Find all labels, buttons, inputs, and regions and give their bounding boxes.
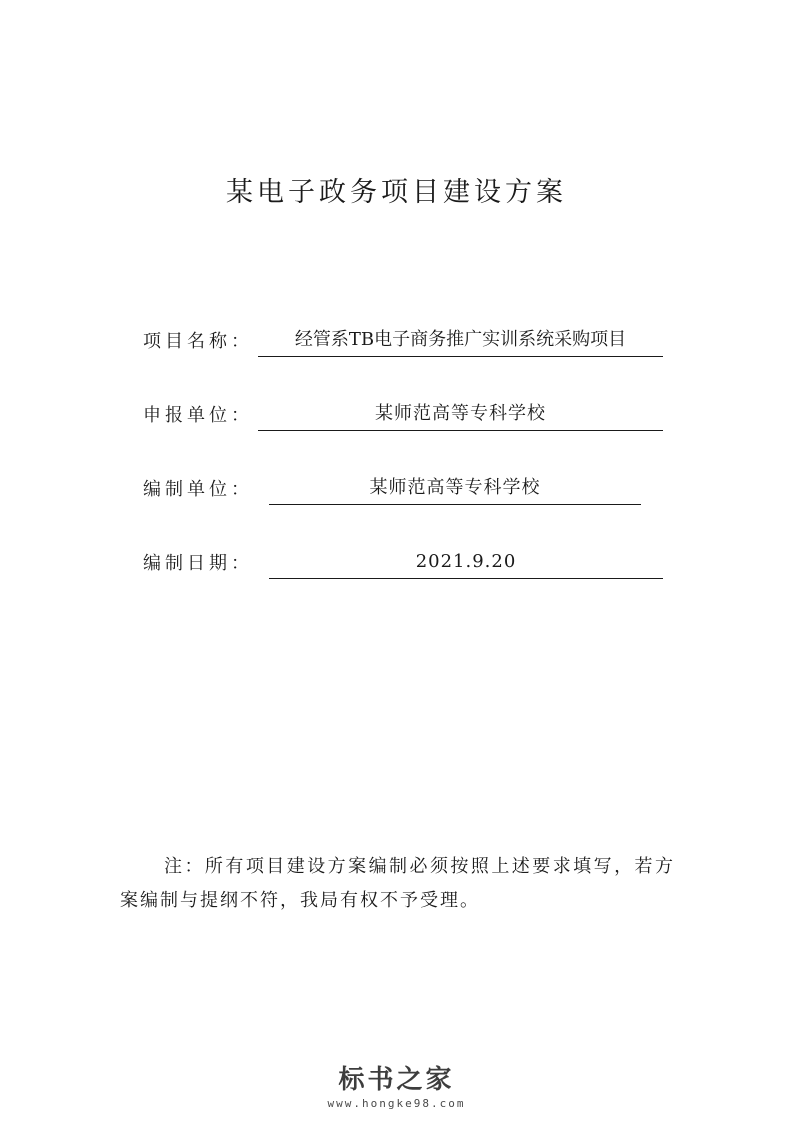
page-title: 某电子政务项目建设方案 — [226, 177, 567, 208]
field-project-name — [143, 326, 627, 356]
watermark — [0, 1064, 793, 1112]
field-compile-date — [143, 548, 517, 578]
field-value: 某师范高等专科学校 — [258, 400, 663, 431]
field-applicant — [143, 400, 546, 430]
field-value: 经管系TB电子商务推广实训系统采购项目 — [258, 326, 663, 357]
field-label: 申报单位： — [143, 405, 253, 426]
field-label: 编制单位： — [143, 479, 253, 500]
field-value: 某师范高等专科学校 — [269, 474, 641, 505]
note-paragraph: 注：所有项目建设方案编制必须按照上述要求填写，若方案编制与提纲不符，我局有权不予受理。 — [120, 856, 675, 911]
field-label: 编制日期： — [143, 553, 253, 574]
watermark-logo: 标书之家 — [338, 1065, 455, 1095]
field-label: 项目名称： — [143, 331, 253, 352]
field-value: 2021.9.20 — [269, 548, 663, 579]
field-compiler — [143, 474, 541, 504]
watermark-url: www.hongke98.com — [327, 1097, 466, 1110]
